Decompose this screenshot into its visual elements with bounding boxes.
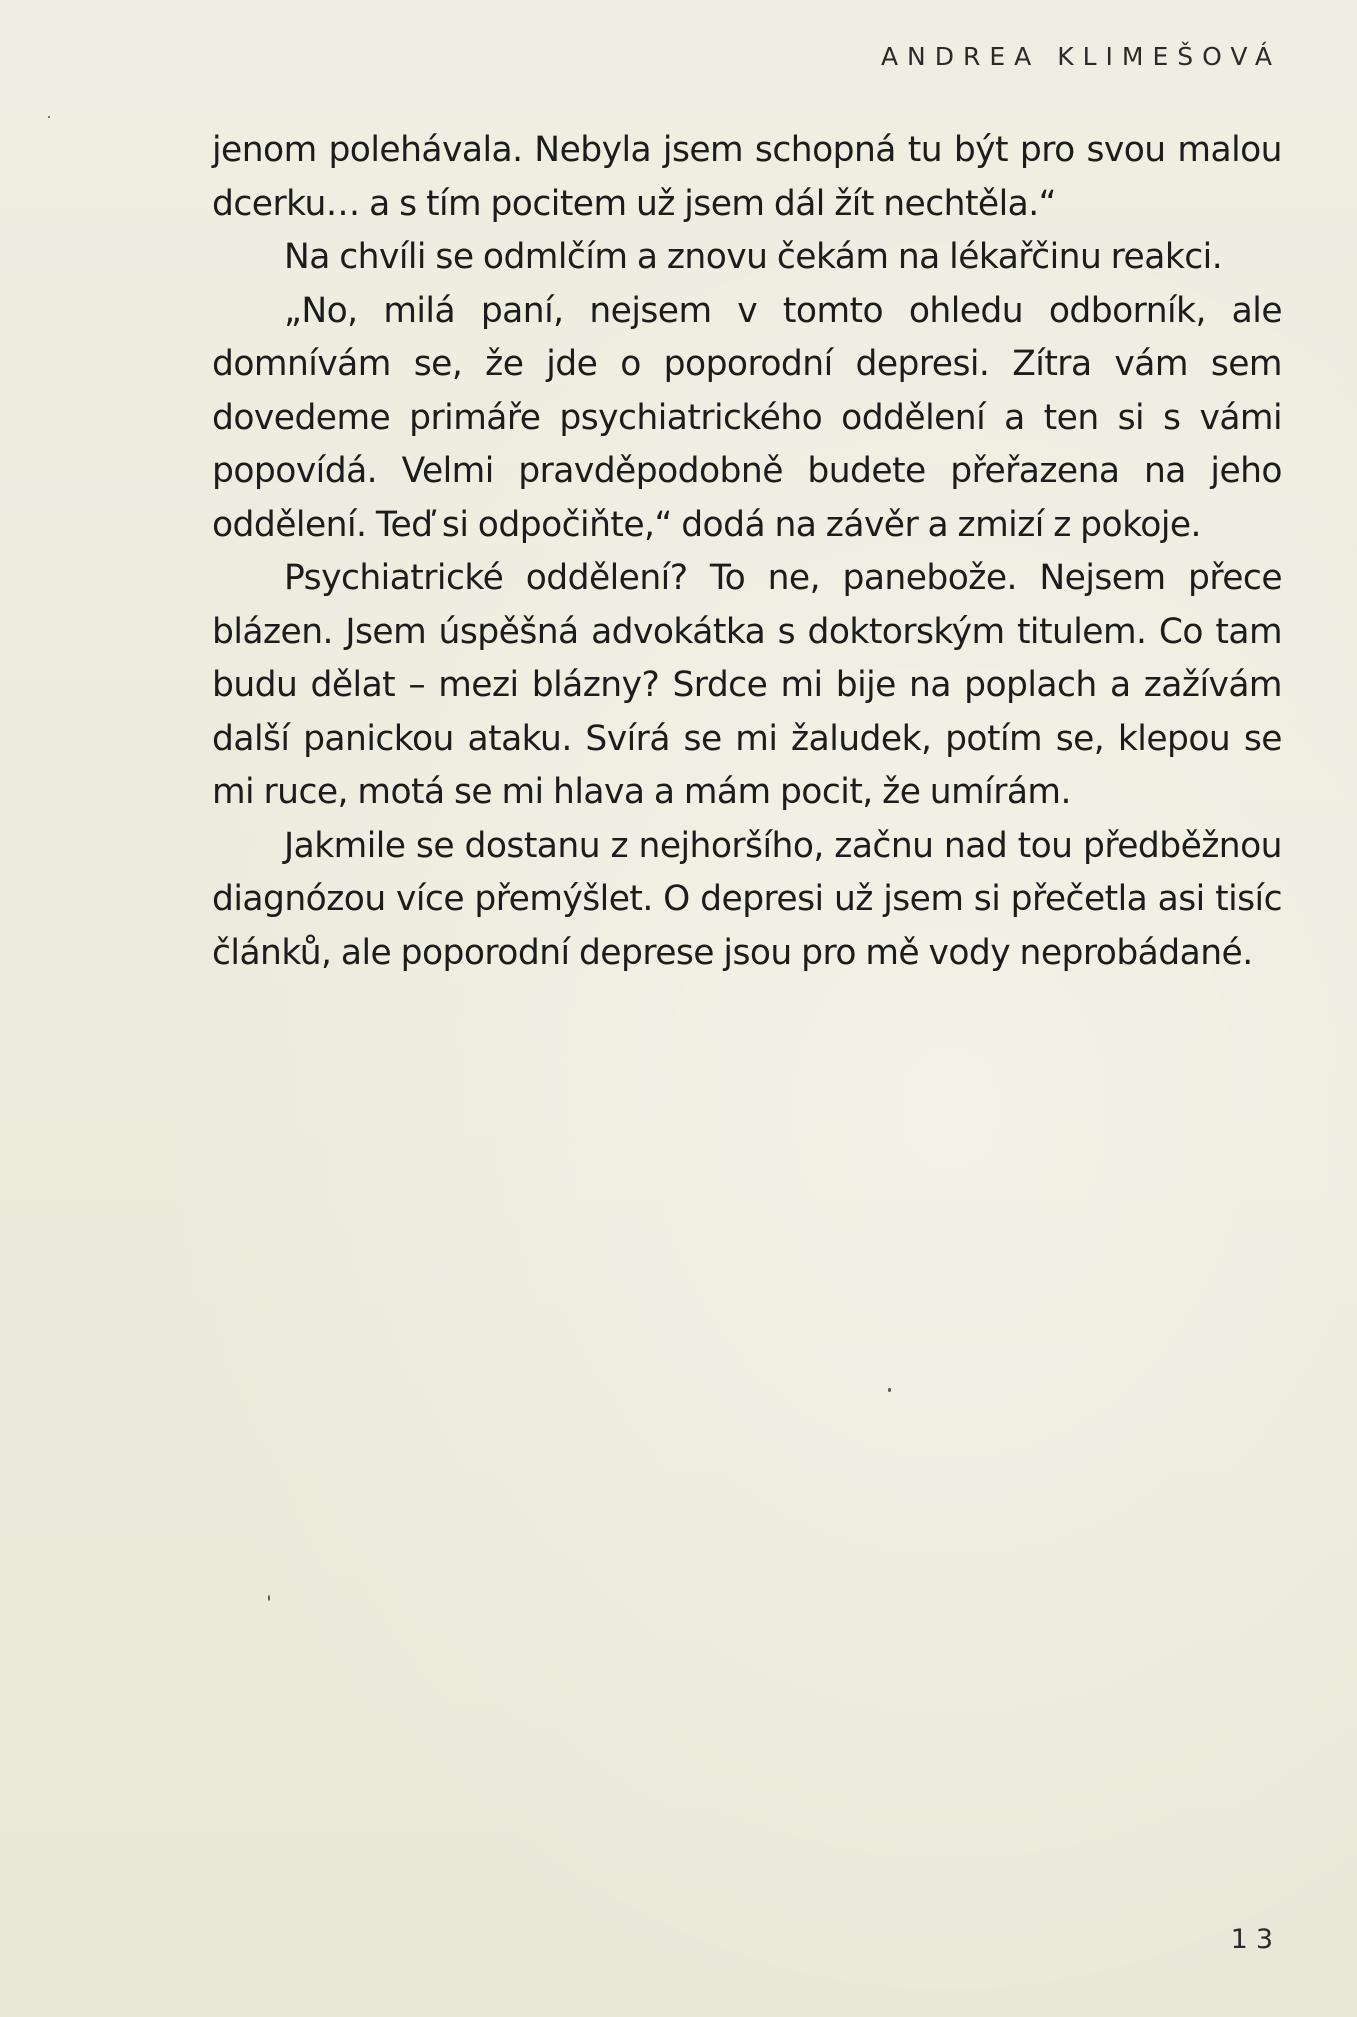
paper-speck bbox=[268, 1595, 270, 1601]
paragraph-4: Psychiatrické oddělení? To ne, panebože. Nejsem přece blázen. Jsem úspěšná advokátka s doktorským titulem. Co tam budu dělat – mezi blázny? Srdce mi bije na poplach a zažívám další panickou ataku. Svírá se mi žaludek, potím se, klepou se mi ruce, motá se mi hlava a mám pocit, že umírám. bbox=[212, 558, 1282, 812]
paragraph-2: Na chvíli se odmlčím a znovu čekám na lékařčinu reakci. bbox=[284, 237, 1223, 277]
running-head-author: ANDREA KLIMEŠOVÁ bbox=[880, 42, 1281, 71]
paper-speck bbox=[48, 116, 50, 118]
paper-speck bbox=[888, 1388, 891, 1392]
paragraph-1: jenom polehávala. Nebyla jsem schopná tu být pro svou malou dcerku… a s tím pocitem už jsem dál žít nechtěla.“ bbox=[212, 130, 1282, 224]
body-text bbox=[212, 124, 1282, 980]
page-number: 13 bbox=[1230, 1924, 1281, 1955]
paragraph-3: „No, milá paní, nejsem v tomto ohledu odborník, ale domnívám se, že jde o poporodní depresi. Zítra vám sem dovedeme primáře psychiatrického oddělení a ten si s vámi popovídá. Velmi pravděpodobně budete přeřazena na jeho oddělení. Teď si odpočiňte,“ dodá na závěr a zmizí z pokoje. bbox=[212, 290, 1282, 545]
paragraph-5: Jakmile se dostanu z nejhoršího, začnu nad tou předběžnou diagnózou více přemýšlet. O depresi už jsem si přečetla asi tisíc článků, ale poporodní deprese jsou pro mě vody neprobádané. bbox=[212, 825, 1282, 973]
